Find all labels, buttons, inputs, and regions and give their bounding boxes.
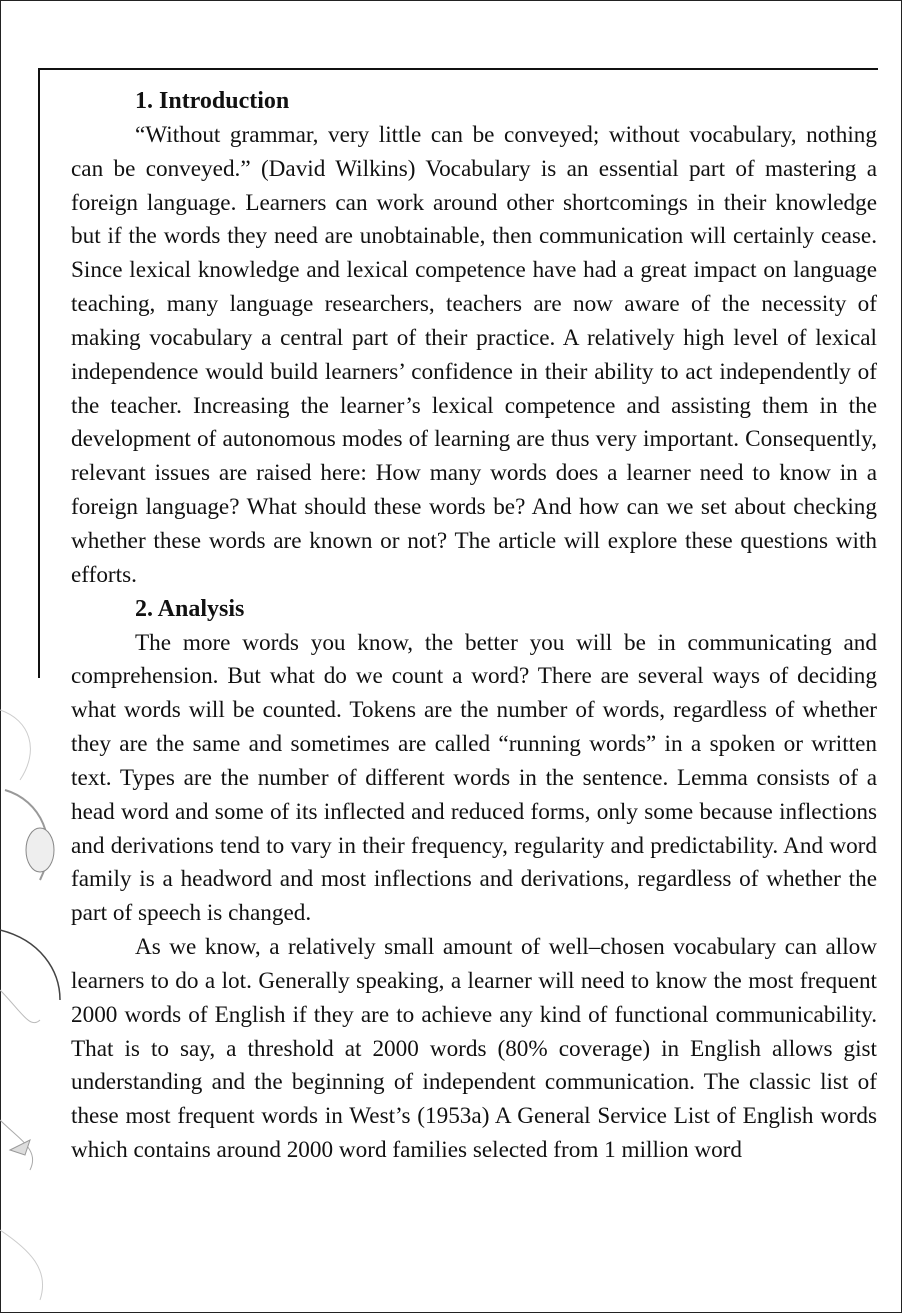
left-rule	[38, 68, 40, 678]
article-body	[71, 85, 877, 1168]
top-rule	[38, 68, 878, 70]
decorative-illustration	[0, 690, 70, 1310]
intro-paragraph: “Without grammar, very little can be conveyed; without vocabulary, nothing can be conveyed.” (David Wilkins) Vocabulary is an essential part of mastering a foreign language. Learners can work around other shortcomings in their knowledge but if the words they need are unobtainable, then communication will certainly cease. Since lexical knowledge and lexical competence have had a great impact on language teaching, many language researchers, teachers are now aware of the necessity of making vocabulary a central part of their practice. A relatively high level of lexical independence would build learners’ confidence in their ability to act independently of the teacher. Increasing the learner’s lexical competence and assisting them in the development of autonomous modes of learning are thus very important. Consequently, relevant issues are raised here: How many words does a learner need to know in a foreign language? What should these words be? And how can we set about checking whether these words are known or not? The article will explore these questions with efforts.	[71, 121, 877, 588]
section-heading-introduction: 1. Introduction	[135, 88, 290, 114]
analysis-paragraph-2: As we know, a relatively small amount of well–chosen vocabulary can allow learners to do a lot. Generally speaking, a learner will need to know the most frequent 2000 words of English if they are to achieve any kind of functional communicability. That is to say, a threshold at 2000 words (80% coverage) in English allows gist understanding and the beginning of independent communication. The classic list of these most frequent words in West’s (1953a) A General Service List of English words which contains around 2000 word families selected from 1 million word	[71, 934, 877, 1164]
analysis-paragraph-1: The more words you know, the better you will be in communicating and comprehension. But what do we count a word? There are several ways of deciding what words will be counted. Tokens are the number of words, regardless of whether they are the same and sometimes are called “running words” in a spoken or written text. Types are the number of different words in the sentence. Lemma consists of a head word and some of its inflected and reduced forms, only some because inflections and derivations tend to vary in their frequency, regularity and predictability. And word family is a headword and most inflections and derivations, regardless of whether the part of speech is changed.	[71, 629, 877, 927]
section-heading-analysis: 2. Analysis	[135, 595, 245, 622]
